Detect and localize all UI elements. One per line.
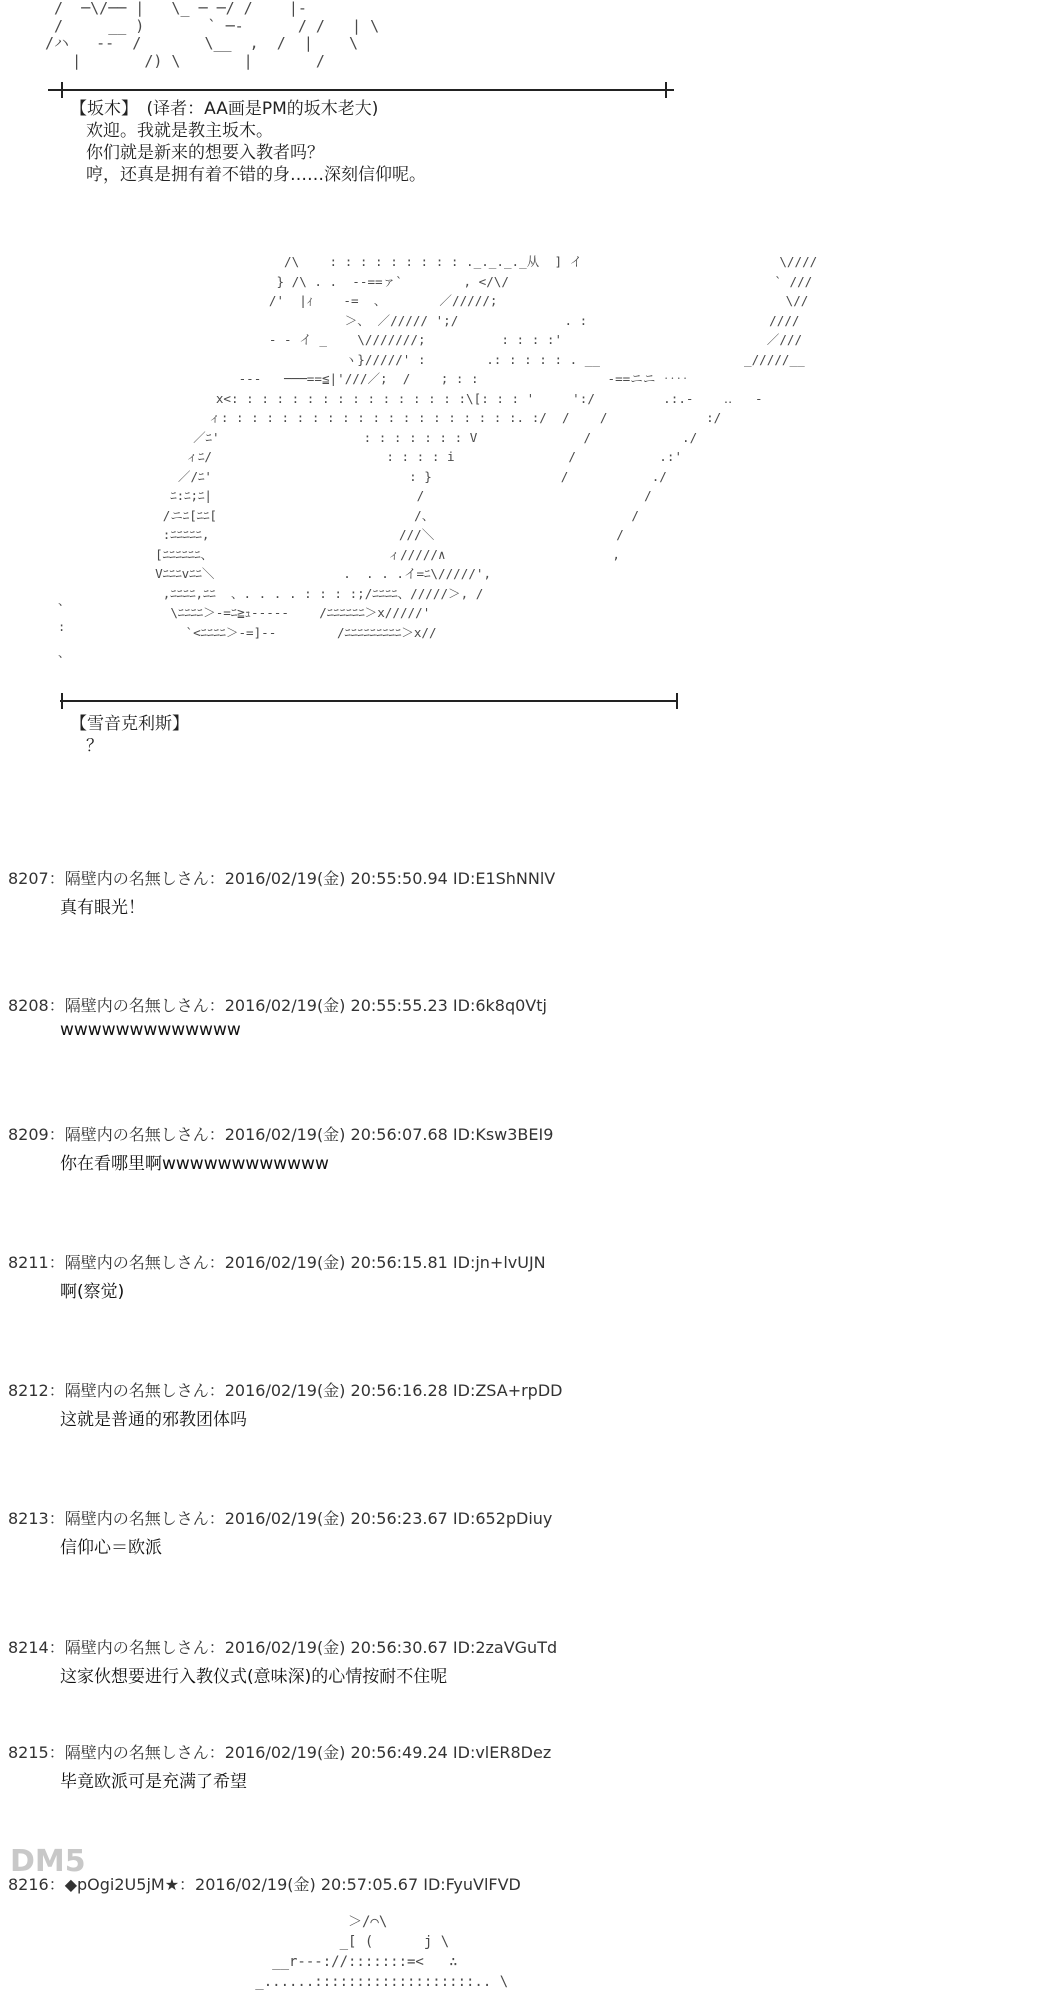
dialogue-line: 欢迎。我就是教主坂木。 (86, 121, 273, 142)
divider-bottom-cap-left (61, 693, 63, 709)
post-header: 8214：隔壁内の名無しさん：2016/02/19(金) 20:56:30.67 ID:2zaVGuTd (8, 1638, 558, 1657)
post-8211 (8, 1250, 1008, 1302)
post-body: 你在看哪里啊wwwwwwwwwwww (60, 1154, 329, 1174)
post-header: 8216：◆pOgi2U5jM★：2016/02/19(金) 20:57:05.67 ID:FyuVlFVD (8, 1875, 521, 1894)
post-body: 啊(察觉) (60, 1282, 125, 1302)
post-body: 这就是普通的邪教团体吗 (60, 1410, 247, 1430)
post-header: 8208：隔壁内の名無しさん：2016/02/19(金) 20:55:55.23 ID:6k8q0Vtj (8, 996, 547, 1015)
post-8214 (8, 1635, 1008, 1687)
ascii-art-side-marks: 、 : 、 (58, 594, 71, 660)
post-header: 8211：隔壁内の名無しさん：2016/02/19(金) 20:56:15.81 ID:jn+lvUJN (8, 1253, 546, 1272)
speaker-block-sakaki (70, 98, 426, 186)
post-8207 (8, 866, 1008, 918)
speaker-name: 【雪音克利斯】 (70, 714, 189, 734)
post-body: 毕竟欧派可是充满了希望 (60, 1772, 247, 1792)
post-header: 8212：隔壁内の名無しさん：2016/02/19(金) 20:56:16.28 ID:ZSA+rpDD (8, 1381, 563, 1400)
ascii-art-top: / ─\/── | \_ ─ ─/ / |- / __ ) ` ─- / / | \ /ハ -- / \__ , / | \ | /) \ | / (45, 0, 380, 71)
post-8209 (8, 1122, 1008, 1174)
divider-top-cap-left (61, 82, 63, 98)
dialogue-line: 你们就是新来的想要入教者吗？ (86, 143, 324, 164)
watermark-logo: DM5 (10, 1844, 86, 1879)
post-header: 8207：隔壁内の名無しさん：2016/02/19(金) 20:55:50.94 ID:E1ShNNlV (8, 869, 556, 888)
ascii-art-character: /\ : : : : : : : : : ._._._._从 ] イ \//// } /\ . . --==ァ` , </\/ ` /// /' |ｨ -= 、 ／/////; \// ＞、 ／///// ';/ . : //// - - イ _ \///////; : : : :' ／/// ヽ}/////' : .: : : : : . __ _/////__ --- ───==≦|'///／; / ; : : -==ニニ ‥‥ x<: : : : : : : : : : : : : : : :\[: : : ' ':/ .:.- ‥ - ィ: : : : : : : : : : : : : : : : : : : :. :/ / / :/ ／ﾆ' : : : : : : : V / ./ ィﾆ/ : : : : i / .:' ／/ﾆ' : } / ./ ﾆ:ﾆ;ﾆ| / / /ニﾆ[ﾆﾆ[ /、 / :ﾆﾆﾆﾆﾆ, ///＼ / [ﾆﾆﾆﾆﾆﾆ、 ィ/////∧ , Vﾆﾆﾆvﾆﾆ＼ . . . .イ=ﾆ\/////', ,ﾆﾆﾆﾆ,ﾆﾆ 、. . . . : : : :;/ﾆﾆﾆﾆ、/////＞, / \ﾆﾆﾆﾆ＞-=ﾆ≧ｭ----- /ﾆﾆﾆﾆﾆﾆ＞x/////' `<ﾆﾆﾆﾆ＞-=]-- /ﾆﾆﾆﾆﾆﾆﾆﾆﾆ＞x// (155, 254, 818, 640)
dialogue-line: 哼，还真是拥有着不错的身……深刻信仰呢。 (86, 165, 426, 186)
post-body: wwwwwwwwwwwww (60, 1020, 241, 1040)
post-body: 这家伙想要进行入教仪式(意味深)的心情按耐不住呢 (60, 1667, 448, 1687)
divider-bottom (60, 700, 678, 702)
post-8215 (8, 1740, 1008, 1792)
divider-top (48, 89, 674, 91)
speaker-name: 【坂木】 (译者：AA画是PM的坂木老大) (70, 99, 379, 119)
divider-top-cap-right (665, 82, 667, 98)
speaker-block-chris (70, 713, 189, 757)
divider-bottom-cap-right (676, 693, 678, 709)
post-8212 (8, 1378, 1008, 1430)
post-8208 (8, 993, 1008, 1040)
post-body: 信仰心＝欧派 (60, 1538, 162, 1558)
post-8216 (8, 1872, 1008, 1899)
post-header: 8215：隔壁内の名無しさん：2016/02/19(金) 20:56:49.24 ID:vlER8Dez (8, 1743, 552, 1762)
post-header: 8213：隔壁内の名無しさん：2016/02/19(金) 20:56:23.67 ID:652pDiuy (8, 1509, 553, 1528)
post-8213 (8, 1506, 1008, 1558)
post-header: 8209：隔壁内の名無しさん：2016/02/19(金) 20:56:07.68 ID:Ksw3BEI9 (8, 1125, 554, 1144)
dialogue-line: ？ (86, 736, 103, 757)
ascii-art-bottom: ＞/⌒\ _[ ( j \ __r---://:::::::=< ∴ _......:::::::::::::::::::.. \ (255, 1914, 509, 1990)
post-body: 真有眼光！ (60, 898, 145, 918)
